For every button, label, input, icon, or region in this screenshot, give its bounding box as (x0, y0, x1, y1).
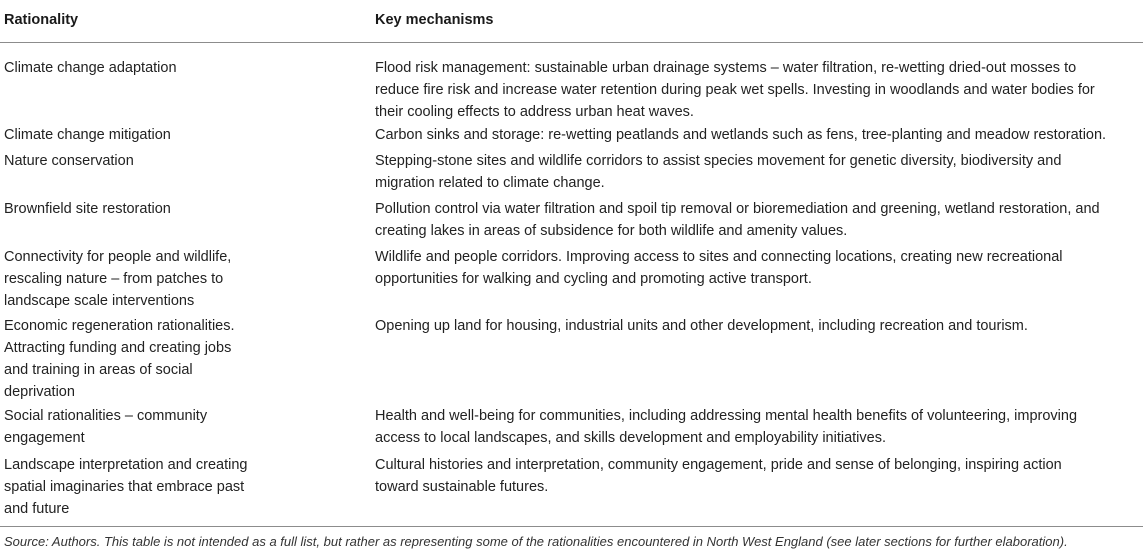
cell-line: Nature conservation (4, 153, 134, 169)
rationality-cell (4, 315, 359, 403)
cell-line: landscape scale interventions (4, 293, 195, 309)
cell-line: Landscape interpretation and creating (4, 457, 248, 473)
rationality-cell (4, 454, 359, 520)
header-rationality: Rationality (4, 12, 79, 28)
table-bottom-rule (0, 526, 1143, 527)
rationality-cell (4, 57, 359, 79)
cell-line: creating lakes in areas of subsidence for both wildlife and amenity values. (375, 223, 848, 239)
cell-line: deprivation (4, 384, 75, 400)
mechanisms-cell (375, 198, 1141, 242)
rationality-cell (4, 405, 359, 449)
cell-line: Social rationalities – community (4, 408, 208, 424)
cell-line: spatial imaginaries that embrace past (4, 479, 245, 495)
cell-line: Attracting funding and creating jobs (4, 340, 232, 356)
cell-line: toward sustainable futures. (375, 479, 549, 495)
cell-line: Climate change adaptation (4, 60, 177, 76)
mechanisms-cell (375, 150, 1141, 194)
mechanisms-cell (375, 315, 1141, 337)
header-key-mechanisms: Key mechanisms (375, 12, 494, 28)
cell-line: access to local landscapes, and skills development and employability initiatives. (375, 430, 886, 446)
cell-line: migration related to climate change. (375, 175, 605, 191)
cell-line: and future (4, 501, 70, 517)
cell-line: rescaling nature – from patches to (4, 271, 224, 287)
mechanisms-cell (375, 57, 1141, 123)
cell-line: Climate change mitigation (4, 127, 171, 143)
rationality-cell (4, 246, 359, 312)
cell-line: reduce fire risk and increase water retention during peak wet spells. Investing in woodlands and water bodies for (375, 82, 1095, 98)
rationality-cell (4, 198, 359, 220)
cell-line: Pollution control via water filtration and spoil tip removal or bioremediation and greening, wetland restoration, and (375, 201, 1100, 217)
cell-line: opportunities for walking and cycling and promoting active transport. (375, 271, 812, 287)
rationality-cell (4, 150, 359, 172)
cell-line: Brownfield site restoration (4, 201, 171, 217)
cell-line: Cultural histories and interpretation, community engagement, pride and sense of belonging, inspiring action (375, 457, 1062, 473)
cell-line: Health and well-being for communities, including addressing mental health benefits of volunteering, improving (375, 408, 1078, 424)
cell-line: Connectivity for people and wildlife, (4, 249, 232, 265)
header-divider (0, 42, 1143, 43)
cell-line: Opening up land for housing, industrial units and other development, including recreation and tourism. (375, 318, 1028, 334)
cell-line: Economic regeneration rationalities. (4, 318, 235, 334)
cell-line: Wildlife and people corridors. Improving access to sites and connecting locations, creating new recreational (375, 249, 1063, 265)
mechanisms-cell (375, 246, 1141, 290)
rationality-cell (4, 124, 359, 146)
cell-line: and training in areas of social (4, 362, 193, 378)
cell-line: Carbon sinks and storage: re-wetting peatlands and wetlands such as fens, tree-planting and meadow restoration. (375, 127, 1107, 143)
cell-line: Stepping-stone sites and wildlife corridors to assist species movement for genetic diversity, biodiversity and (375, 153, 1062, 169)
cell-line: engagement (4, 430, 85, 446)
mechanisms-cell (375, 454, 1141, 498)
cell-line: Flood risk management: sustainable urban drainage systems – water filtration, re-wetting dried-out mosses to (375, 60, 1077, 76)
table-header (0, 0, 1143, 42)
mechanisms-cell (375, 405, 1141, 449)
cell-line: their cooling effects to address urban heat waves. (375, 104, 694, 120)
table-footnote: Source: Authors. This table is not intended as a full list, but rather as representing some of the rationalities encountered in North West England (see later sections for further elaboration). (4, 534, 1068, 549)
mechanisms-cell (375, 124, 1141, 146)
